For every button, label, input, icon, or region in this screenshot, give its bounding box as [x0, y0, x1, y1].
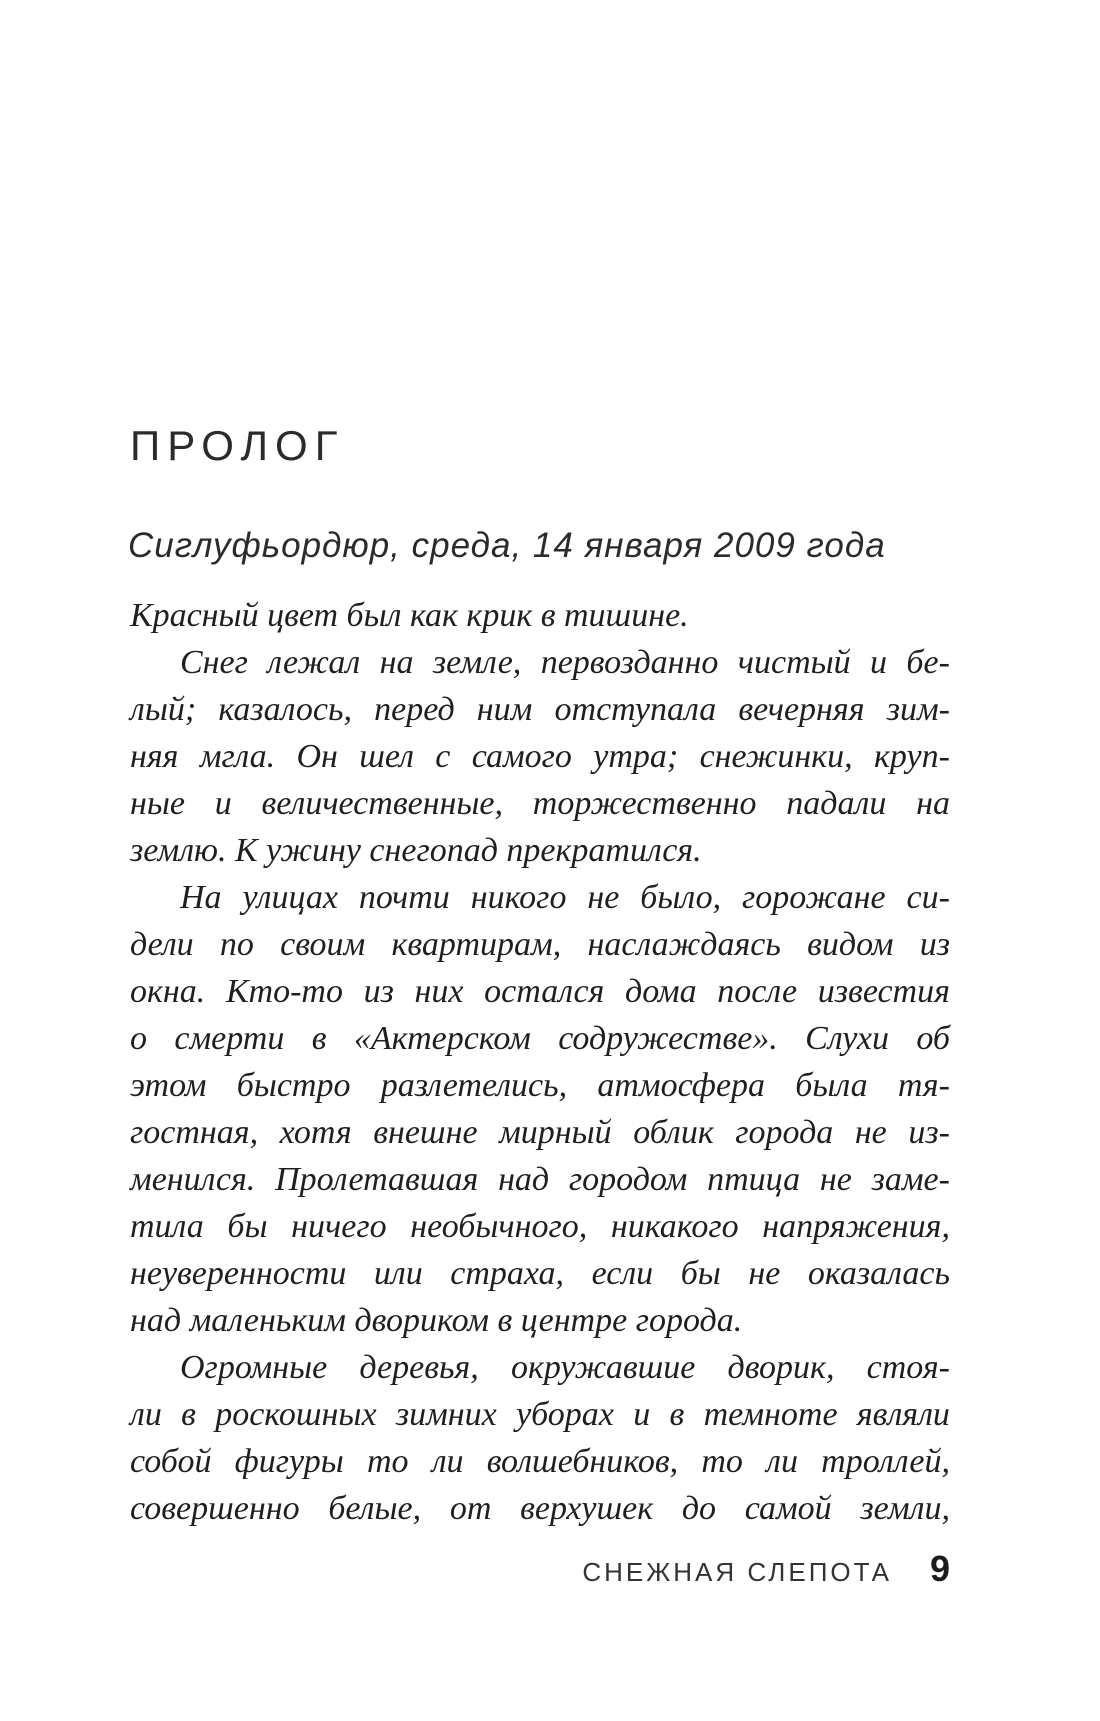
body-word: снежинки,: [699, 738, 853, 775]
body-word: заме-: [871, 1161, 950, 1198]
body-word: видом: [807, 926, 894, 963]
body-word: своим: [280, 926, 366, 963]
body-word: фигуры: [234, 1443, 344, 1480]
body-word: роскошных: [215, 1396, 377, 1433]
body-line: [130, 1062, 950, 1109]
body-word: городом: [568, 1161, 688, 1198]
body-word: мгла.: [199, 738, 276, 775]
body-word: Пролетавшая: [275, 1161, 479, 1198]
body-word: бе-: [906, 644, 950, 681]
body-word: уборах: [516, 1396, 614, 1433]
body-word: тя-: [897, 1067, 950, 1104]
body-word: не: [748, 1255, 781, 1292]
body-line: [130, 1015, 950, 1062]
body-word: и: [870, 644, 888, 681]
body-word: никого: [470, 879, 567, 916]
body-word: не: [587, 879, 620, 916]
body-word: темноте: [703, 1396, 838, 1433]
body-word: в: [669, 1396, 685, 1433]
body-word: не: [819, 1161, 852, 1198]
body-line: [130, 686, 950, 733]
body-line: над маленьким двориком в центре города.: [130, 1302, 743, 1339]
body-word: на: [379, 644, 414, 681]
running-footer: [130, 1548, 950, 1598]
body-word: квартирам,: [391, 926, 562, 963]
body-word: страха,: [450, 1255, 565, 1292]
body-word: ли: [130, 1396, 162, 1433]
body-word: атмосфера: [597, 1067, 766, 1104]
body-word: си-: [906, 879, 950, 916]
body-word: ним: [476, 691, 533, 728]
body-word: об: [916, 1020, 950, 1057]
body-word: или: [373, 1255, 423, 1292]
body-word: остался: [484, 973, 605, 1010]
body-word: лежал: [267, 644, 361, 681]
body-line: Красный цвет был как крик в тишине.: [130, 597, 689, 634]
body-word: земли,: [860, 1490, 950, 1527]
body-word: улицах: [242, 879, 338, 916]
body-word: содружестве».: [558, 1020, 778, 1057]
body-word: то: [701, 1443, 743, 1480]
body-word: ные: [130, 785, 185, 822]
body-word: облик: [633, 1114, 714, 1151]
body-word: мирный: [499, 1114, 612, 1151]
body-word: этом: [130, 1067, 207, 1104]
body-line: [130, 1344, 950, 1391]
body-word: бы: [227, 1208, 268, 1245]
body-word: троллей,: [821, 1443, 950, 1480]
body-word: никакого: [610, 1208, 739, 1245]
body-word: вечерняя: [738, 691, 865, 728]
body-word: величественные,: [261, 785, 504, 822]
body-line: [130, 1250, 950, 1297]
body-word: самого: [471, 738, 572, 775]
body-word: собой: [130, 1443, 212, 1480]
body-word: казалось,: [218, 691, 352, 728]
body-line: [130, 1109, 950, 1156]
body-word: от: [449, 1490, 492, 1527]
body-word: них: [414, 973, 464, 1010]
body-word: если: [591, 1255, 654, 1292]
body-word: Кто-то: [225, 973, 343, 1010]
body-word: круп-: [874, 738, 950, 775]
body-word: с: [435, 738, 451, 775]
body-word: шел: [359, 738, 414, 775]
body-word: не: [854, 1114, 887, 1151]
body-word: земле,: [432, 644, 522, 681]
body-line: [130, 1438, 950, 1485]
body-word: окна.: [130, 973, 206, 1010]
body-word: хотя: [279, 1114, 352, 1151]
body-word: самой: [744, 1490, 832, 1527]
body-word: города: [735, 1114, 834, 1151]
body-word: из-: [908, 1114, 950, 1151]
body-word: лый;: [130, 691, 197, 728]
body-word: дели: [130, 926, 194, 963]
body-word: ничего: [291, 1208, 387, 1245]
body-word: торжественно: [532, 785, 757, 822]
body-word: почти: [358, 879, 450, 916]
body-word: из: [363, 973, 394, 1010]
body-word: перед: [374, 691, 455, 728]
body-word: няя: [130, 738, 179, 775]
body-word: Снег: [180, 644, 248, 681]
body-word: птица: [707, 1161, 801, 1198]
body-line: [130, 1391, 950, 1438]
body-word: в: [181, 1396, 196, 1433]
body-word: дворик,: [727, 1349, 835, 1386]
body-word: зим-: [886, 691, 950, 728]
body-word: ли: [766, 1443, 798, 1480]
body-word: «Актерском: [353, 1020, 531, 1057]
body-word: дома: [625, 973, 697, 1010]
body-word: была: [795, 1067, 868, 1104]
body-word: бы: [680, 1255, 721, 1292]
body-line: [130, 921, 950, 968]
body-word: над: [498, 1161, 550, 1198]
body-word: оказалась: [807, 1255, 950, 1292]
body-word: разлетелись,: [380, 1067, 568, 1104]
body-word: до: [681, 1490, 717, 1527]
body-word: горожане: [742, 879, 886, 916]
footer-book-title: СНЕЖНАЯ СЛЕПОТА: [582, 1557, 892, 1587]
body-word: являли: [856, 1396, 950, 1433]
body-word: и: [214, 785, 232, 822]
body-word: верхушек: [520, 1490, 654, 1527]
chapter-dateline: Сиглуфьордюр, среда, 14 января 2009 года: [128, 526, 886, 565]
footer-page-number: 9: [929, 1548, 950, 1589]
body-word: ли: [431, 1443, 464, 1480]
body-word: окружавшие: [510, 1349, 696, 1386]
body-line: [130, 968, 950, 1015]
body-line: [130, 780, 950, 827]
body-word: внешне: [373, 1114, 478, 1151]
body-word: Он: [296, 738, 338, 775]
body-word: и: [633, 1396, 651, 1433]
body-word: менился.: [130, 1161, 256, 1198]
body-line: [130, 1203, 950, 1250]
body-word: отступала: [554, 691, 717, 728]
body-word: падали: [786, 785, 887, 822]
body-word: тила: [130, 1208, 204, 1245]
body-line: [130, 733, 950, 780]
body-word: Слухи: [805, 1020, 889, 1057]
body-word: утра;: [593, 738, 679, 775]
body-line: [130, 639, 950, 686]
body-text: [130, 592, 950, 1532]
body-line: [130, 1156, 950, 1203]
body-line: [130, 1485, 950, 1532]
body-word: необычного,: [410, 1208, 588, 1245]
body-word: в: [311, 1020, 327, 1057]
body-word: первозданно: [540, 644, 719, 681]
body-word: о: [130, 1020, 147, 1057]
body-word: чистый: [737, 644, 851, 681]
body-word: наслаждаясь: [587, 926, 781, 963]
body-word: деревья,: [359, 1349, 479, 1386]
body-word: из: [919, 926, 950, 963]
body-word: после: [717, 973, 798, 1010]
body-word: Огромные: [180, 1349, 328, 1386]
body-line: [130, 874, 950, 921]
body-word: было,: [640, 879, 722, 916]
chapter-title: ПРОЛОГ: [130, 422, 345, 469]
body-word: белые,: [328, 1490, 422, 1527]
body-word: стоя-: [866, 1349, 950, 1386]
body-word: известия: [817, 973, 950, 1010]
body-word: волшебников,: [486, 1443, 679, 1480]
body-word: напряжения,: [762, 1208, 950, 1245]
body-word: смерти: [174, 1020, 285, 1057]
body-word: гостная,: [130, 1114, 259, 1151]
body-line: землю. К ужину снегопад прекратился.: [130, 832, 702, 869]
body-word: то: [366, 1443, 409, 1480]
body-word: неуверенности: [130, 1255, 347, 1292]
body-word: на: [916, 785, 950, 822]
body-word: по: [219, 926, 254, 963]
body-word: На: [180, 879, 222, 916]
body-word: быстро: [236, 1067, 351, 1104]
body-word: зимних: [395, 1396, 497, 1433]
body-word: совершенно: [130, 1490, 300, 1527]
